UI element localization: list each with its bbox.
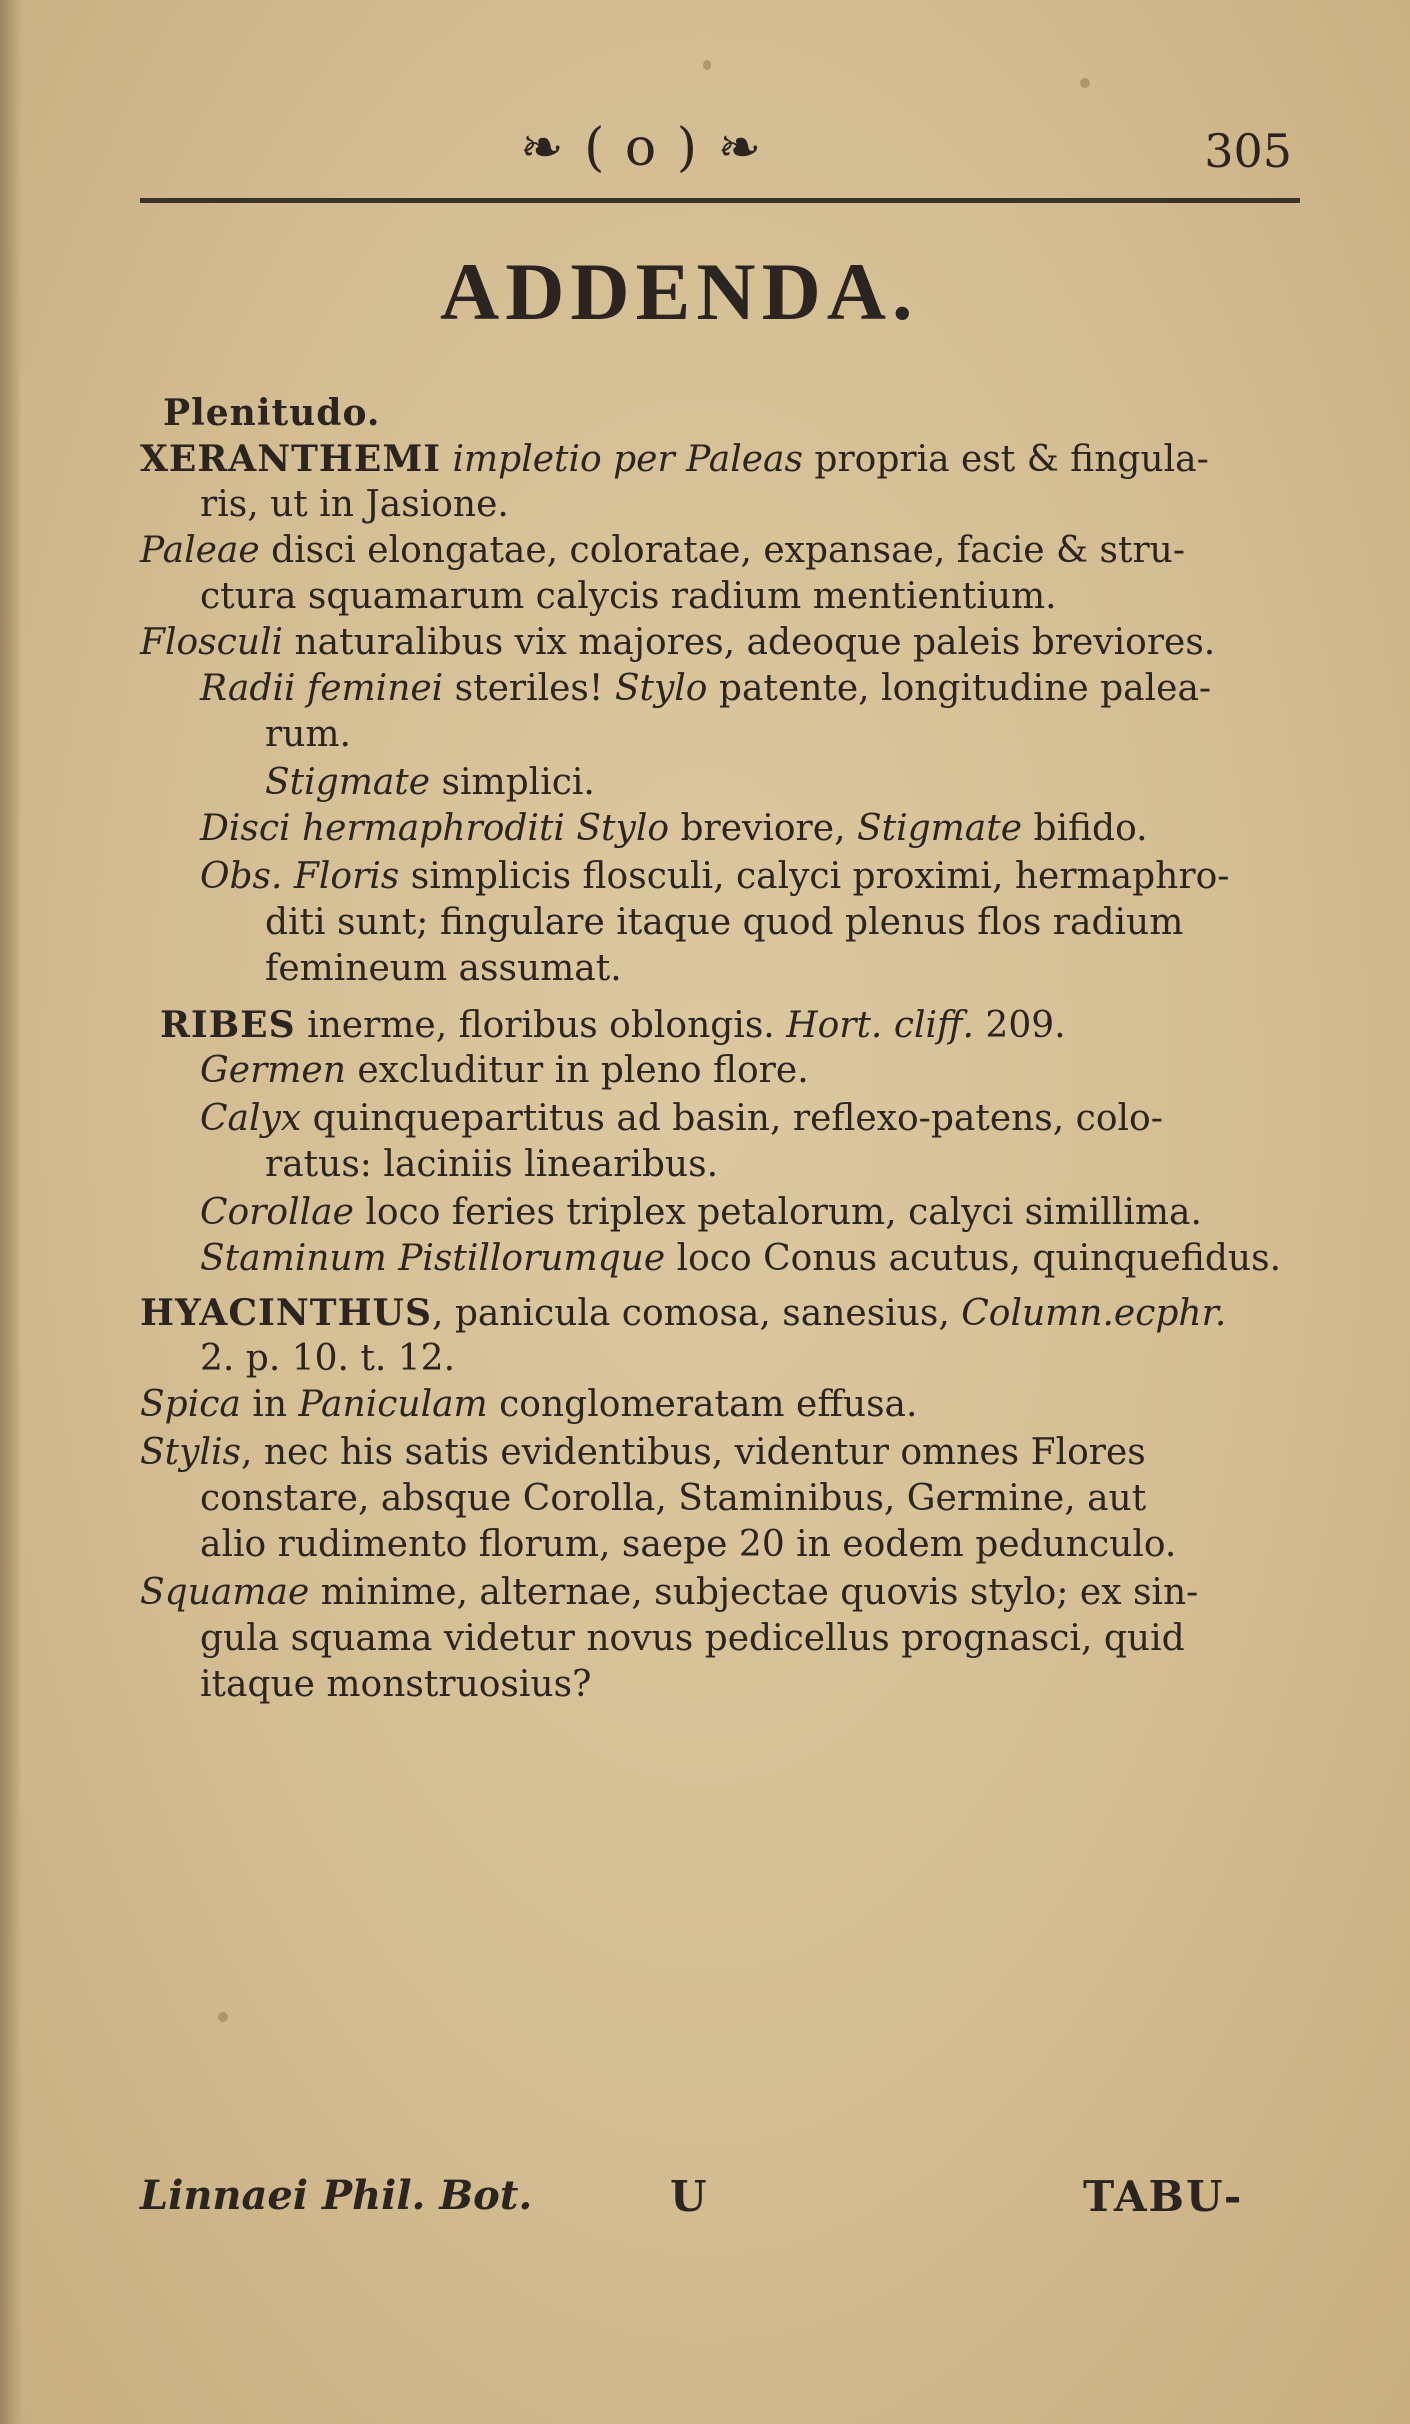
page-header <box>140 118 1300 198</box>
text-line: Radii feminei steriles! Stylo patente, longitudine palea- <box>200 668 1212 709</box>
text-line: itaque monstruosius? <box>200 1664 592 1705</box>
foxing-spot <box>1080 78 1090 88</box>
text-line: XERANTHEMI impletio per Paleas propria est & fingula- <box>140 438 1209 480</box>
text-line: 2. p. 10. t. 12. <box>200 1338 456 1379</box>
text-line: RIBES inerme, floribus oblongis. Hort. cliff. 209. <box>160 1004 1066 1046</box>
text-line: Flosculi naturalibus vix majores, adeoque paleis breviores. <box>140 622 1216 663</box>
text-line: diti sunt; fingulare itaque quod plenus flos radium <box>265 902 1184 943</box>
text-line: Germen excluditur in pleno flore. <box>200 1050 809 1091</box>
text-line: ctura squamarum calycis radium mentientium. <box>200 576 1057 617</box>
running-head: ❧ ( o ) ❧ <box>520 118 764 178</box>
text-line: femineum assumat. <box>265 948 622 989</box>
text-line: constare, absque Corolla, Staminibus, Germine, aut <box>200 1478 1147 1519</box>
catchword: TABU- <box>1083 2172 1244 2221</box>
text-line: Disci hermaphroditi Stylo breviore, Stigmate bifido. <box>200 808 1148 849</box>
text-line: rum. <box>265 714 351 755</box>
page-number: 305 <box>1204 124 1292 178</box>
text-line: Stigmate simplici. <box>265 762 595 803</box>
page-title: ADDENDA. <box>440 246 919 337</box>
text-line: Calyx quinquepartitus ad basin, reflexo-patens, colo- <box>200 1098 1163 1139</box>
signature-line: Linnaei Phil. Bot. <box>140 2172 533 2219</box>
text-line: Plenitudo. <box>163 392 381 434</box>
text-line: Staminum Pistillorumque loco Conus acutus, quinquefidus. <box>200 1238 1282 1279</box>
foxing-spot <box>218 2012 228 2022</box>
text-line: Corollae loco feries triplex petalorum, calyci simillima. <box>200 1192 1202 1233</box>
text-line: Paleae disci elongatae, coloratae, expansae, facie & stru- <box>140 530 1186 571</box>
header-rule <box>140 198 1300 203</box>
text-line: ris, ut in Jasione. <box>200 484 509 525</box>
text-line: Obs. Floris simplicis flosculi, calyci proximi, hermaphro- <box>200 856 1230 897</box>
text-line: Stylis, nec his satis evidentibus, videntur omnes Flores <box>140 1432 1146 1473</box>
foxing-spot <box>703 60 711 70</box>
signature-mark: U <box>670 2172 707 2221</box>
text-line: HYACINTHUS, panicula comosa, sanesius, Column.ecphr. <box>140 1292 1227 1334</box>
text-line: Spica in Paniculam conglomeratam effusa. <box>140 1384 918 1425</box>
text-line: Squamae minime, alternae, subjectae quovis stylo; ex sin- <box>140 1572 1199 1613</box>
text-line: ratus: laciniis linearibus. <box>265 1144 719 1185</box>
text-line: gula squama videtur novus pedicellus prognasci, quid <box>200 1618 1185 1659</box>
page-edge-shadow <box>0 0 22 2424</box>
text-line: alio rudimento florum, saepe 20 in eodem pedunculo. <box>200 1524 1177 1565</box>
